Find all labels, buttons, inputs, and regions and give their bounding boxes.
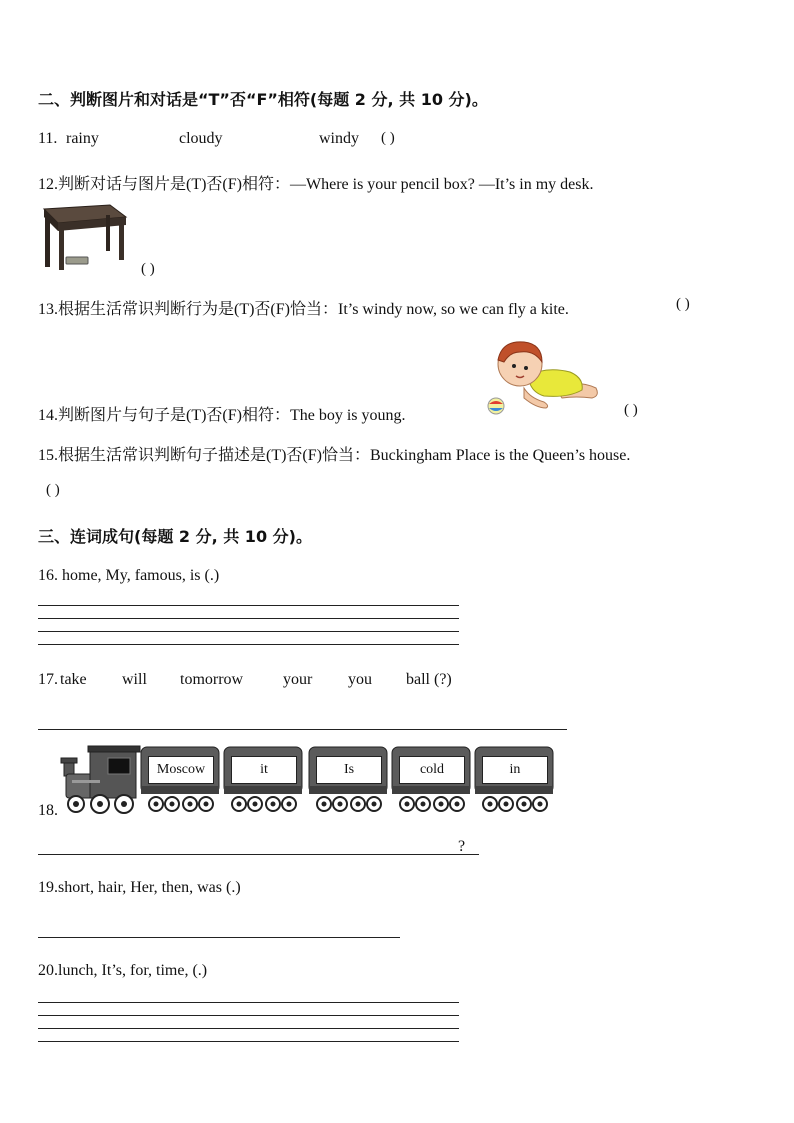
q18-end-mark: ? <box>458 838 466 855</box>
q16-answer-line-3[interactable] <box>38 631 459 632</box>
q18-number: 18. <box>38 802 58 819</box>
desk-icon <box>40 203 128 273</box>
q17-word-5: you <box>348 671 372 688</box>
q11-number: 11. <box>38 130 58 147</box>
q17-number: 17. <box>38 671 58 688</box>
q15-answer-paren[interactable]: ( ) <box>46 482 60 498</box>
q14-answer-paren[interactable]: ( ) <box>624 402 638 418</box>
q11-word-2: cloudy <box>179 130 223 147</box>
q17-word-4: your <box>283 671 313 688</box>
q19-text: 19.short, hair, Her, then, was (.) <box>38 879 241 896</box>
q13-answer-paren[interactable]: ( ) <box>676 296 690 312</box>
train-car-4-label: cold <box>399 756 465 784</box>
q17-word-1: take <box>60 671 87 688</box>
train-engine-icon <box>60 744 140 816</box>
q12-text: 12.判断对话与图片是(T)否(F)相符：—Where is your pencil box? —It’s in my desk. <box>38 176 594 193</box>
train-car-4 <box>391 746 471 814</box>
q11-word-1: rainy <box>66 130 99 147</box>
train-car-1-label: Moscow <box>148 756 214 784</box>
train-car-5 <box>474 746 554 814</box>
train-car-3 <box>308 746 388 814</box>
q15-text: 15.根据生活常识判断句子描述是(T)否(F)恰当：Buckingham Place is the Queen’s house. <box>38 447 631 464</box>
baby-boy-icon <box>484 336 604 416</box>
q20-answer-line-3[interactable] <box>38 1028 459 1029</box>
train-car-1 <box>140 746 220 814</box>
q17-word-3: tomorrow <box>180 671 244 688</box>
train-car-2 <box>223 746 303 814</box>
q14-text: 14.判断图片与句子是(T)否(F)相符：The boy is young. <box>38 407 406 424</box>
q12-answer-paren[interactable]: ( ) <box>141 261 155 277</box>
q17-answer-line[interactable] <box>38 729 567 730</box>
q20-text: 20.lunch, It’s, for, time, (.) <box>38 962 208 979</box>
train-car-5-label: in <box>482 756 548 784</box>
q11-word-3: windy <box>319 130 359 147</box>
q16-answer-line-2[interactable] <box>38 618 459 619</box>
train-car-3-label: Is <box>316 756 382 784</box>
q17-word-6: ball (?) <box>406 671 452 688</box>
section3-title: 三、连词成句(每题 2 分, 共 10 分)。 <box>38 527 312 546</box>
q16-text: 16. home, My, famous, is (.) <box>38 567 220 584</box>
q13-text: 13.根据生活常识判断行为是(T)否(F)恰当：It’s windy now, so we can fly a kite. <box>38 301 569 318</box>
q20-answer-line-4[interactable] <box>38 1041 459 1042</box>
section2-title: 二、判断图片和对话是“T”否“F”相符(每题 2 分, 共 10 分)。 <box>38 90 488 109</box>
q19-answer-line[interactable] <box>38 937 400 938</box>
q11-answer-paren[interactable]: ( ) <box>381 130 395 146</box>
q20-answer-line-1[interactable] <box>38 1002 459 1003</box>
q18-answer-line[interactable] <box>38 854 479 855</box>
q16-answer-line-4[interactable] <box>38 644 459 645</box>
train-car-2-label: it <box>231 756 297 784</box>
q16-answer-line-1[interactable] <box>38 605 459 606</box>
q17-word-2: will <box>122 671 147 688</box>
q20-answer-line-2[interactable] <box>38 1015 459 1016</box>
